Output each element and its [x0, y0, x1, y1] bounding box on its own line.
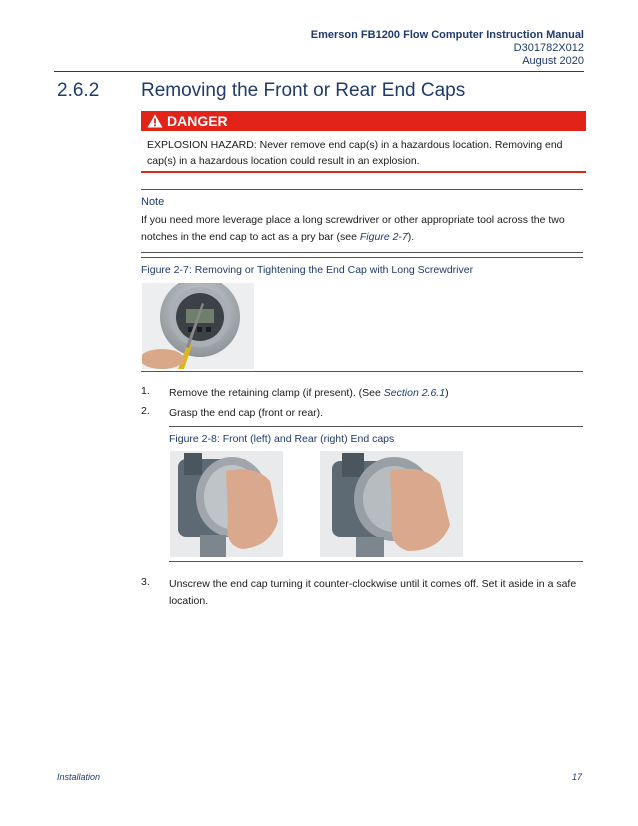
step-1-text-start: Remove the retaining clamp (if present). (See — [169, 387, 384, 399]
figure-2-8-rear-photo — [320, 451, 463, 557]
section-title: Removing the Front or Rear End Caps — [141, 80, 466, 101]
figure-2-8-bottom-rule — [169, 561, 583, 562]
page-header — [311, 29, 584, 68]
manual-title: Emerson FB1200 Flow Computer Instruction Manual — [310, 29, 584, 41]
step-3-text: Unscrew the end cap turning it counter-clockwise until it comes off. Set it aside in a safe location. — [169, 578, 577, 607]
note-text-end: ). — [407, 231, 415, 243]
note-text-start: If you need more leverage place a long screwdriver or other appropriate tool across the two notches in the end cap to act as a pry bar (see — [141, 214, 565, 243]
figure-2-7-photo — [142, 283, 254, 369]
doc-number: D301782X012 — [513, 42, 584, 54]
danger-label: DANGER — [167, 113, 228, 129]
note-text — [141, 212, 581, 246]
note-top-rule — [141, 189, 583, 190]
doc-date: August 2020 — [522, 55, 584, 67]
figure-2-8-top-rule — [169, 426, 583, 427]
danger-banner — [141, 111, 586, 131]
figure-2-8-front-photo — [170, 451, 283, 557]
figure-2-7-bottom-rule — [141, 371, 583, 372]
header-divider — [54, 71, 584, 72]
danger-divider — [141, 171, 586, 173]
footer-chapter: Installation — [57, 772, 101, 782]
warning-triangle-icon — [147, 114, 163, 128]
page-number: 17 — [571, 772, 582, 782]
note-bottom-rule — [141, 252, 583, 253]
figure-2-7-link[interactable]: Figure 2-7 — [359, 231, 408, 243]
figure-top-rule — [141, 257, 583, 258]
step-2-number: 2. — [141, 405, 150, 417]
section-number: 2.6.2 — [57, 80, 100, 101]
note-label: Note — [141, 196, 165, 208]
step-1-number: 1. — [141, 385, 150, 397]
danger-message: EXPLOSION HAZARD: Never remove end cap(s) in a hazardous location. Removing end cap(s) in a hazardous location could result in an explosion. — [147, 139, 563, 167]
figure-2-7-caption: Figure 2-7: Removing or Tightening the End Cap with Long Screwdriver — [141, 264, 474, 276]
section-2-6-1-link[interactable]: Section 2.6.1 — [383, 387, 446, 399]
step-3-number: 3. — [141, 576, 150, 588]
step-1-text-end: ) — [445, 387, 449, 399]
step-2-text: Grasp the end cap (front or rear). — [169, 407, 324, 419]
step-1-text — [169, 385, 579, 402]
figure-2-8-caption: Figure 2-8: Front (left) and Rear (right) End caps — [169, 433, 395, 445]
